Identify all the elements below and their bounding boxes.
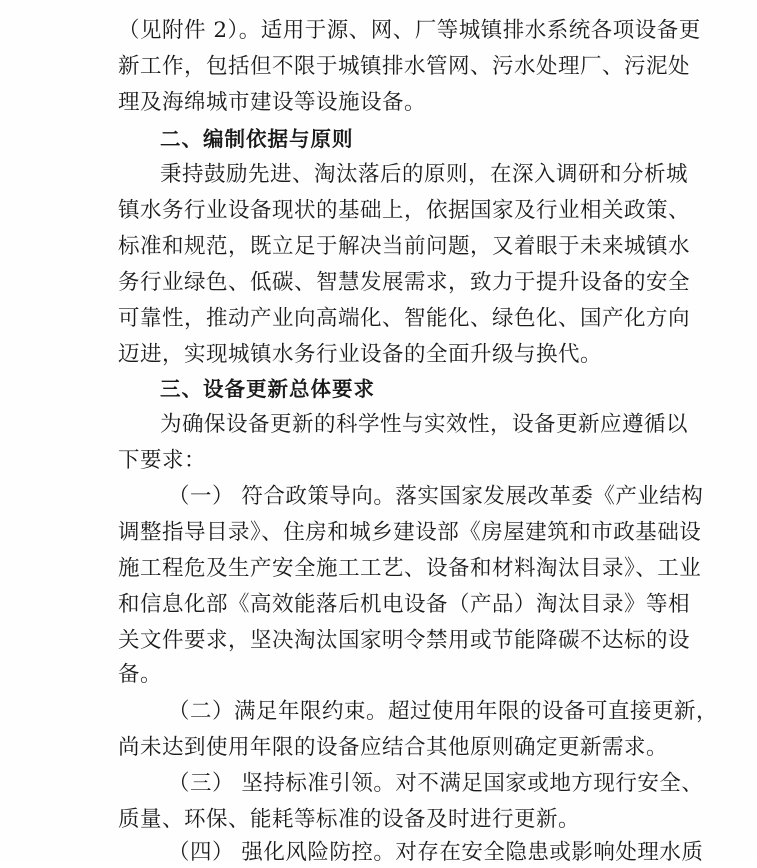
paragraph-line: 秉持鼓励先进、淘汰落后的原则，在深入调研和分析城 bbox=[160, 162, 689, 187]
paragraph-line: 新工作，包括但不限于城镇排水管网、污水处理厂、污泥处 bbox=[118, 54, 691, 79]
paragraph-line: （三） 坚持标准引领。对不满足国家或地方现行安全、 bbox=[168, 771, 704, 796]
paragraph-line: （二）满足年限约束。超过使用年限的设备可直接更新， bbox=[168, 699, 719, 724]
paragraph-line: 施工程危及生产安全施工工艺、设备和材料淘汰目录》、工业 bbox=[118, 556, 702, 581]
paragraph-line: 质量、环保、能耗等标准的设备及时进行更新。 bbox=[118, 807, 581, 832]
paragraph-line: 务行业绿色、低碳、智慧发展需求，致力于提升设备的安全 bbox=[118, 270, 691, 295]
paragraph-line: 调整指导目录》、住房和城乡建设部《房屋建筑和市政基础设 bbox=[118, 520, 702, 545]
paragraph-line: 和信息化部《高效能落后机电设备（产品）淘汰目录》等相 bbox=[118, 592, 691, 617]
section-heading-basis: 二、编制依据与原则 bbox=[160, 127, 354, 151]
paragraph-line: 关文件要求，坚决淘汰国家明令禁用或节能降碳不达标的设 bbox=[118, 628, 691, 653]
paragraph-line: （见附件 2）。适用于源、网、厂等城镇排水系统各项设备更 bbox=[118, 18, 701, 43]
paragraph-line: 为确保设备更新的科学性与实效性，设备更新应遵循以 bbox=[160, 412, 689, 437]
section-heading-requirements: 三、设备更新总体要求 bbox=[160, 377, 375, 401]
paragraph-line: 备。 bbox=[118, 662, 163, 687]
paragraph-line: 尚未达到使用年限的设备应结合其他原则确定更新需求。 bbox=[118, 735, 669, 760]
paragraph-line: 标准和规范，既立足于解决当前问题，又着眼于未来城镇水 bbox=[118, 234, 691, 259]
paragraph-line: （四） 强化风险防控。对存在安全隐患或影响处理水质 bbox=[168, 840, 704, 865]
paragraph-line: （一） 符合政策导向。落实国家发展改革委《产业结构 bbox=[168, 484, 704, 509]
paragraph-line: 理及海绵城市建设等设施设备。 bbox=[118, 90, 427, 115]
paragraph-line: 镇水务行业设备现状的基础上，依据国家及行业相关政策、 bbox=[118, 198, 691, 223]
paragraph-line: 下要求： bbox=[118, 448, 207, 473]
paragraph-line: 迈进，实现城镇水务行业设备的全面升级与换代。 bbox=[118, 342, 603, 367]
paragraph-line: 可靠性，推动产业向高端化、智能化、绿色化、国产化方向 bbox=[118, 306, 691, 331]
